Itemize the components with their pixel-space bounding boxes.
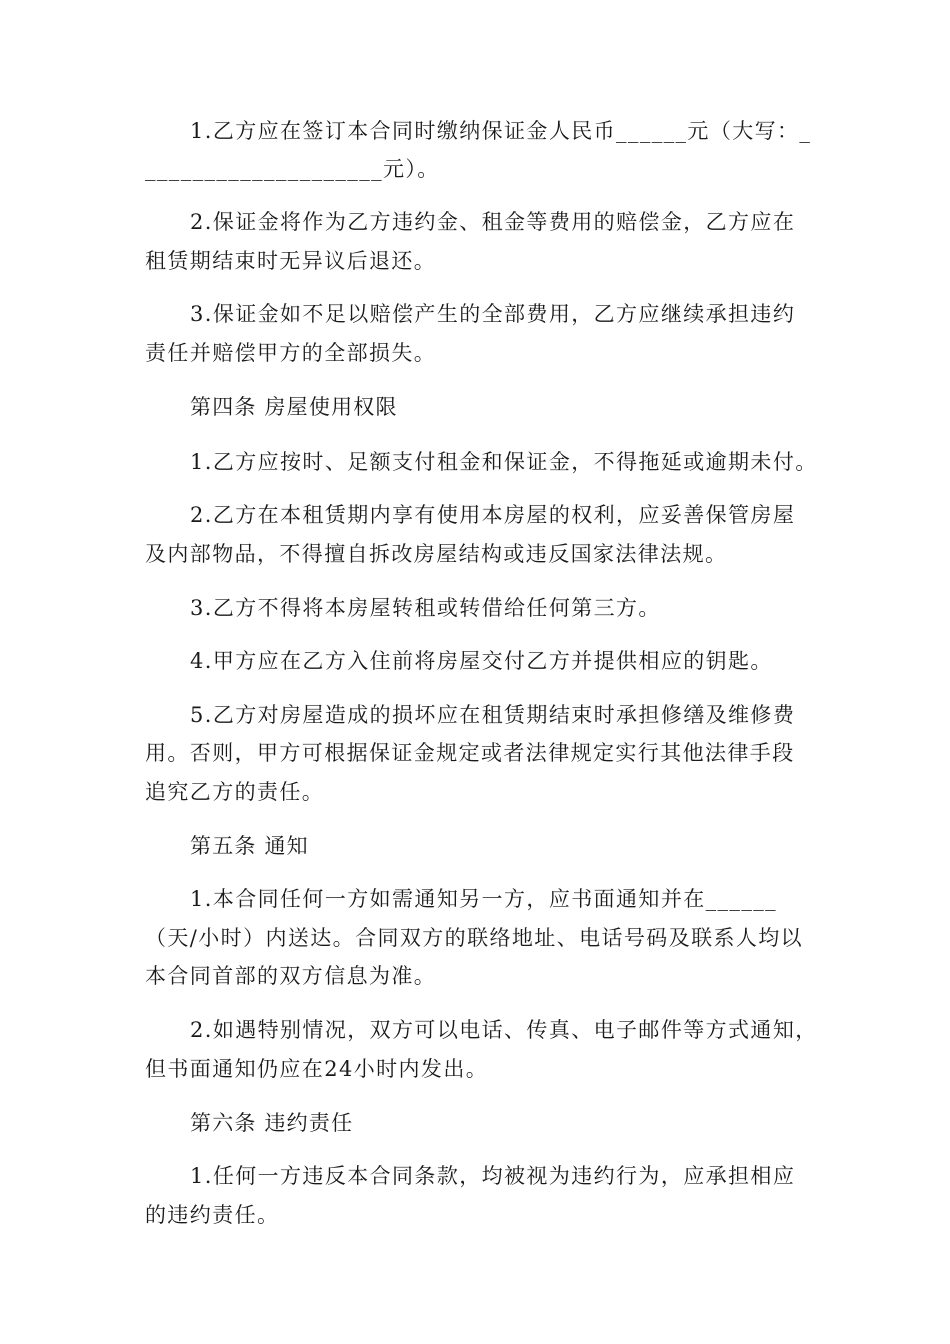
text-line: 3.乙方不得将本房屋转租或转借给任何第三方。 (190, 596, 661, 620)
text-line: ____________________元）。 (145, 157, 440, 181)
text-line: 的违约责任。 (145, 1203, 280, 1227)
text-line: （天/小时）内送达。合同双方的联络地址、电话号码及联系人均以 (145, 926, 804, 950)
text-line: 及内部物品，不得擅自拆改房屋结构或违反国家法律法规。 (145, 542, 728, 566)
text-line: 1.任何一方违反本合同条款，均被视为违约行为，应承担相应 (190, 1164, 796, 1188)
text-line: 2.保证金将作为乙方违约金、租金等费用的赔偿金，乙方应在 (190, 210, 796, 234)
text-line: 2.如遇特别情况，双方可以电话、传真、电子邮件等方式通知， (190, 1018, 818, 1042)
section-heading: 第五条 通知 (190, 834, 309, 858)
text-line: 但书面通知仍应在24小时内发出。 (145, 1057, 489, 1081)
text-line: 责任并赔偿甲方的全部损失。 (145, 341, 437, 365)
text-line: 1.乙方应按时、足额支付租金和保证金，不得拖延或逾期未付。 (190, 450, 818, 474)
section-heading: 第四条 房屋使用权限 (190, 395, 398, 419)
text-line: 3.保证金如不足以赔偿产生的全部费用，乙方应继续承担违约 (190, 302, 796, 326)
text-line: 本合同首部的双方信息为准。 (145, 964, 437, 988)
text-line: 2.乙方在本租赁期内享有使用本房屋的权利，应妥善保管房屋 (190, 503, 796, 527)
text-line: 租赁期结束时无异议后退还。 (145, 249, 437, 273)
text-line: 5.乙方对房屋造成的损坏应在租赁期结束时承担修缮及维修费 (190, 703, 796, 727)
text-line: 追究乙方的责任。 (145, 780, 325, 804)
text-line: 1.本合同任何一方如需通知另一方，应书面通知并在______ (190, 887, 778, 911)
text-line: 4.甲方应在乙方入住前将房屋交付乙方并提供相应的钥匙。 (190, 649, 773, 673)
text-line: 1.乙方应在签订本合同时缴纳保证金人民币______元（大写：_ (190, 119, 812, 143)
text-line: 用。否则，甲方可根据保证金规定或者法律规定实行其他法律手段 (145, 741, 795, 765)
section-heading: 第六条 违约责任 (190, 1111, 354, 1135)
